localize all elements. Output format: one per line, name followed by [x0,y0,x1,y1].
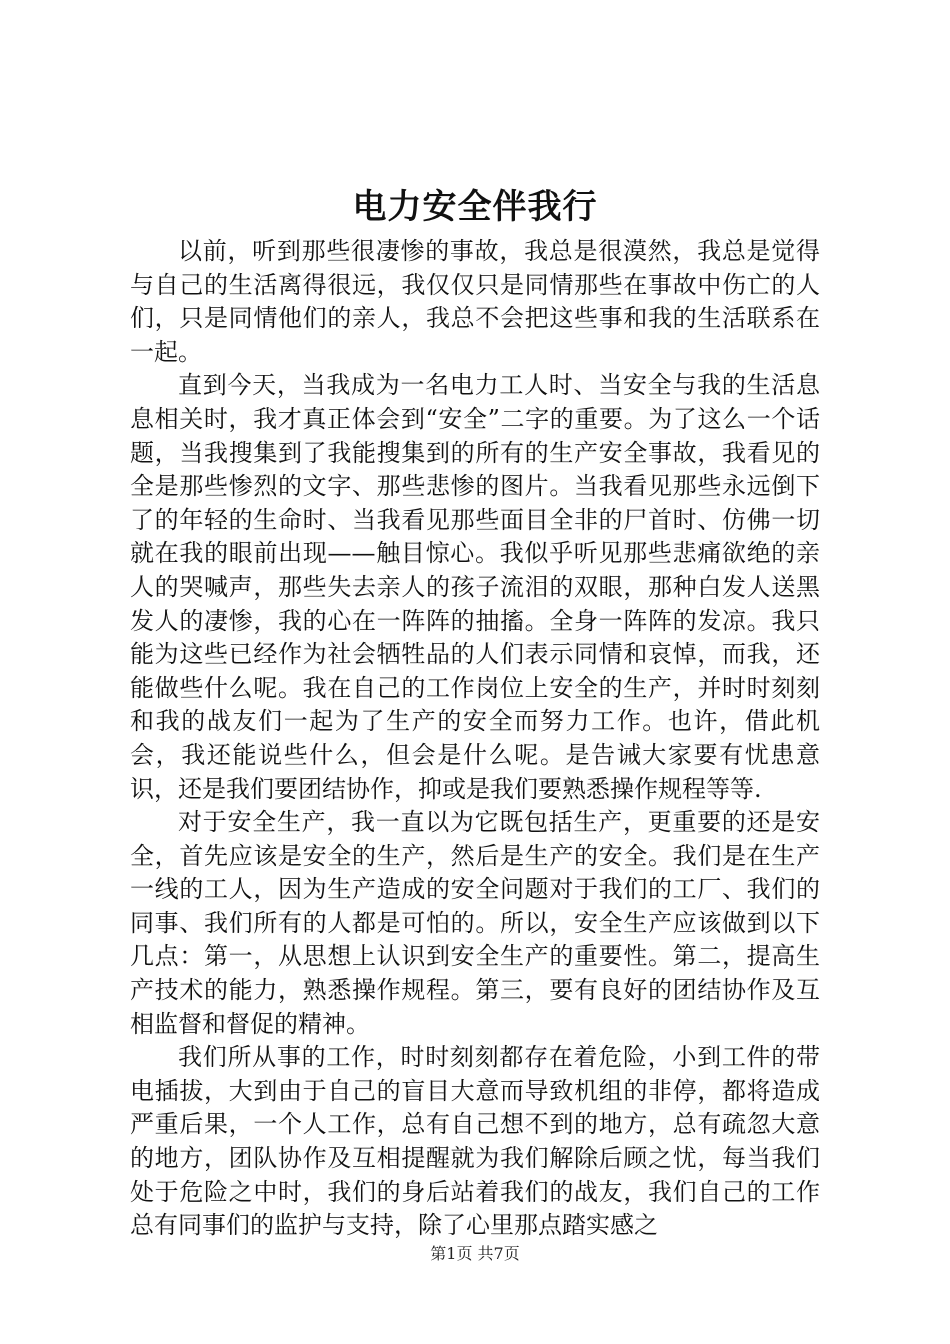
paragraph: 以前，听到那些很凄惨的事故，我总是很漠然，我总是觉得与自己的生活离得很远，我仅仅只是同情那些在事故中伤亡的人们，只是同情他们的亲人，我总不会把这些事和我的生活联系在一起。 [130,237,820,366]
paragraph: 对于安全生产，我一直以为它既包括生产，更重要的还是安全，首先应该是安全的生产，然后是生产的安全。我们是在生产一线的工人，因为生产造成的安全问题对于我们的工厂、我们的同事、我们所有的人都是可怕的。所以，安全生产应该做到以下几点：第一，从思想上认识到安全生产的重要性。第二，提高生产技术的能力，熟悉操作规程。第三，要有良好的团结协作及互相监督和督促的精神。 [130,808,820,1038]
paragraph: 直到今天，当我成为一名电力工人时、当安全与我的生活息息相关时，我才真正体会到“安全”二字的重要。为了这么一个话题，当我搜集到了我能搜集到的所有的生产安全事故，我看见的全是那些惨烈的文字、那些悲惨的图片。当我看见那些永远倒下了的年轻的生命时、当我看见那些面目全非的尸首时、仿佛一切就在我的眼前出现——触目惊心。我似乎听见那些悲痛欲绝的亲人的哭喊声，那些失去亲人的孩子流泪的双眼，那种白发人送黑发人的凄惨，我的心在一阵阵的抽搐。全身一阵阵的发凉。我只能为这些已经作为社会牺牲品的人们表示同情和哀悼，而我，还能做些什么呢。我在自己的工作岗位上安全的生产，并时时刻刻和我的战友们一起为了生产的安全而努力工作。也许，借此机会，我还能说些什么，但会是什么呢。是告诫大家要有忧患意识，还是我们要团结协作，抑或是我们要熟悉操作规程等等. [130,371,820,803]
paragraph: 我们所从事的工作，时时刻刻都存在着危险，小到工件的带电插拔，大到由于自己的盲目大意而导致机组的非停，都将造成严重后果，一个人工作，总有自己想不到的地方，总有疏忽大意的地方，团队协作及互相提醒就为我们解除后顾之忧，每当我们处于危险之中时，我们的身后站着我们的战友，我们自己的工作总有同事们的监护与支持，除了心里那点踏实感之 [130,1043,820,1240]
document-title: 电力安全伴我行 [352,187,598,227]
document-body [130,235,820,1243]
page-number-footer: 第1页 共7页 [430,1244,520,1263]
